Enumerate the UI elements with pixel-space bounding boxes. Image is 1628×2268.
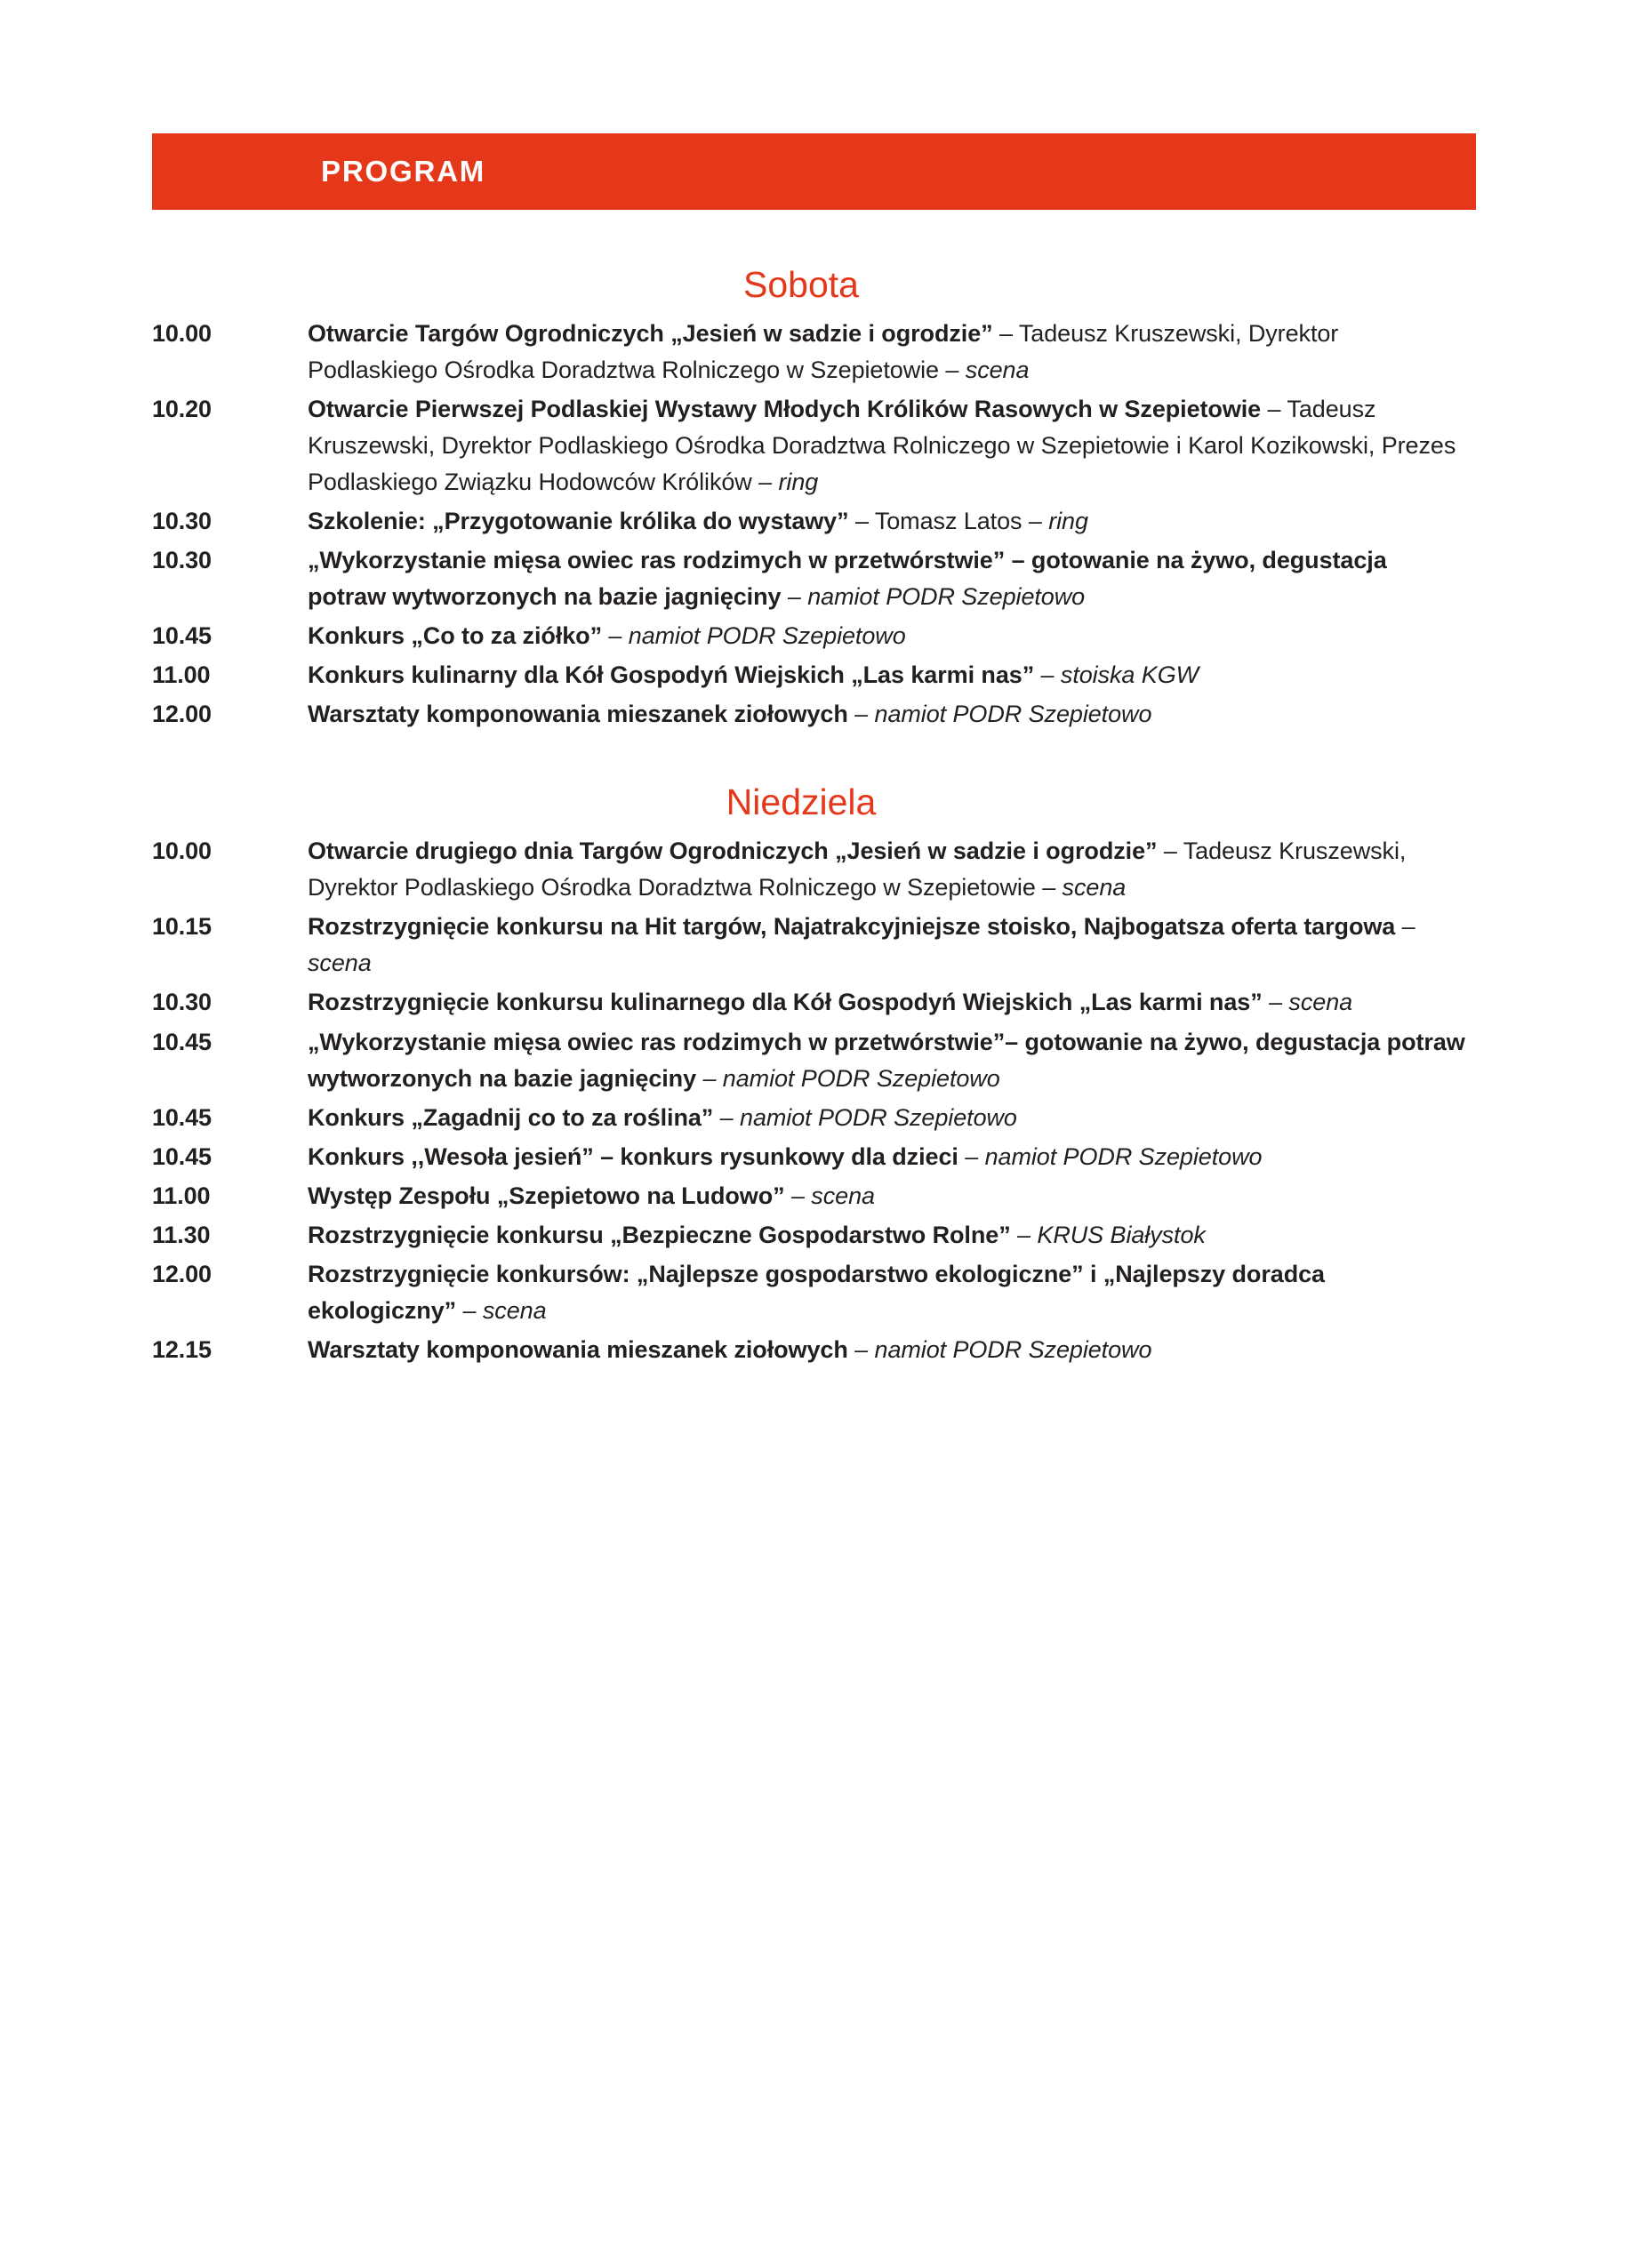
entry-text-segment: – scena (308, 913, 1415, 977)
entry-time: 11.00 (152, 1182, 211, 1209)
entry-text-segment: Rozstrzygnięcie konkursu kulinarnego dla Kół Gospodyń Wiejskich „Las karmi nas” (308, 989, 1270, 1016)
schedule-list (152, 833, 1486, 1367)
page-title: PROGRAM (321, 155, 486, 188)
entry-text-segment: Rozstrzygnięcie konkursów: „Najlepsze gospodarstwo ekologiczne” i „Najlepszy doradca ekologiczny” (308, 1260, 1325, 1324)
day-heading-2: Niedziela (726, 781, 877, 823)
entry-text-segment: – namiot PODR Szepietowo (854, 1335, 1152, 1363)
entry-text-segment: Konkurs „Co to za ziółko” (308, 622, 609, 650)
entry-text-segment: – Tadeusz Kruszewski, Dyrektor Podlaskiego Ośrodka Doradztwa Rolniczego w Szepietowie (308, 837, 1407, 902)
entry-time: 12.00 (152, 701, 212, 728)
entry-text-segment: „Wykorzystanie mięsa owiec ras rodzimych w przetwórstwie” – gotowanie na żywo, degustacja potraw wytworzonych na bazie jagnięciny (308, 547, 1387, 611)
entry-text-segment: – namiot PODR Szepietowo (965, 1142, 1263, 1170)
program-banner (152, 133, 1476, 210)
entry-text-segment: – namiot PODR Szepietowo (787, 583, 1086, 611)
entry-time: 10.00 (152, 837, 212, 865)
entry-text-segment: – scena (945, 357, 1030, 384)
entry-text-segment: – scena (1042, 874, 1127, 902)
entry-text-segment: – namiot PODR Szepietowo (702, 1064, 1000, 1092)
schedule-list (152, 316, 1486, 733)
entry-description (308, 1217, 1468, 1254)
schedule-row (152, 1332, 1486, 1368)
entry-time: 10.45 (152, 1103, 212, 1131)
schedule-row (152, 833, 1486, 906)
entry-time: 10.20 (152, 396, 212, 423)
schedule-row (152, 909, 1486, 982)
schedule-row (152, 1178, 1486, 1214)
entry-time: 11.30 (152, 1221, 211, 1248)
schedule-row (152, 1256, 1486, 1329)
entry-description (308, 1256, 1468, 1329)
entry-description (308, 1139, 1468, 1175)
entry-description (308, 657, 1468, 693)
schedule-row (152, 316, 1486, 389)
entry-text-segment: Rozstrzygnięcie konkursu na Hit targów, Najatrakcyjniejsze stoisko, Najbogatsza oferta targowa (308, 913, 1402, 941)
schedule-row (152, 1217, 1486, 1254)
schedule-row (152, 618, 1486, 654)
entry-description (308, 316, 1468, 389)
entry-description (308, 1024, 1468, 1097)
entry-time: 10.30 (152, 508, 212, 535)
entry-text-segment: Szkolenie: „Przygotowanie królika do wystawy” (308, 508, 855, 535)
entry-text-segment: Otwarcie Targów Ogrodniczych „Jesień w sadzie i ogrodzie” (308, 320, 999, 347)
entry-text-segment: – Tadeusz Kruszewski, Dyrektor Podlaskiego Ośrodka Doradztwa Rolniczego w Szepietowie i Karol Kozikowski, Prezes Podlaskiego Związku Hodowców Królików (308, 396, 1456, 496)
entry-description (308, 1100, 1468, 1136)
program-content (152, 264, 1486, 1371)
entry-text-segment: – scena (462, 1296, 547, 1324)
entry-text-segment: Rozstrzygnięcie konkursu „Bezpieczne Gospodarstwo Rolne” (308, 1221, 1018, 1248)
entry-description (308, 1178, 1468, 1214)
entry-text-segment: – namiot PODR Szepietowo (719, 1103, 1017, 1131)
entry-time: 10.00 (152, 320, 212, 347)
schedule-row (152, 1024, 1486, 1097)
entry-description (308, 833, 1468, 906)
entry-text-segment: – Tomasz Latos (854, 508, 1029, 535)
schedule-row (152, 542, 1486, 615)
schedule-row (152, 1139, 1486, 1175)
entry-text-segment: – ring (758, 469, 819, 496)
entry-text-segment: – stoiska KGW (1040, 661, 1199, 689)
entry-time: 10.45 (152, 622, 212, 650)
entry-description (308, 391, 1468, 501)
entry-text-segment: Warsztaty komponowania mieszanek ziołowych (308, 701, 855, 728)
entry-text-segment: Warsztaty komponowania mieszanek ziołowych (308, 1335, 855, 1363)
entry-description (308, 1332, 1468, 1368)
schedule-row (152, 984, 1486, 1021)
entry-text-segment: Otwarcie Pierwszej Podlaskiej Wystawy Młodych Królików Rasowych w Szepietowie (308, 396, 1268, 423)
entry-text-segment: – ring (1028, 508, 1088, 535)
schedule-row (152, 503, 1486, 540)
entry-description (308, 503, 1468, 540)
entry-time: 10.45 (152, 1142, 212, 1170)
entry-text-segment: – namiot PODR Szepietowo (608, 622, 906, 650)
schedule-row (152, 696, 1486, 733)
entry-description (308, 984, 1468, 1021)
entry-time: 12.15 (152, 1335, 212, 1363)
entry-time: 10.30 (152, 547, 212, 574)
entry-description (308, 909, 1468, 982)
entry-text-segment: – scena (1269, 989, 1353, 1016)
schedule-row (152, 657, 1486, 693)
entry-text-segment: Otwarcie drugiego dnia Targów Ogrodniczych „Jesień w sadzie i ogrodzie” (308, 837, 1164, 865)
schedule-row (152, 1100, 1486, 1136)
entry-time: 10.45 (152, 1028, 212, 1055)
entry-text-segment: Konkurs kulinarny dla Kół Gospodyń Wiejskich „Las karmi nas” (308, 661, 1041, 689)
entry-text-segment: – scena (790, 1182, 875, 1209)
schedule-row (152, 391, 1486, 501)
entry-time: 12.00 (152, 1260, 212, 1287)
entry-description (308, 542, 1468, 615)
entry-description (308, 618, 1468, 654)
entry-description (308, 696, 1468, 733)
entry-text-segment: Występ Zespołu „Szepietowo na Ludowo” (308, 1182, 791, 1209)
entry-text-segment: – namiot PODR Szepietowo (854, 701, 1152, 728)
entry-time: 11.00 (152, 661, 211, 689)
entry-time: 10.15 (152, 913, 212, 941)
entry-text-segment: „Wykorzystanie mięsa owiec ras rodzimych w przetwórstwie”– gotowanie na żywo, degustacja potraw wytworzonych na bazie jagnięciny (308, 1028, 1465, 1092)
entry-time: 10.30 (152, 989, 212, 1016)
entry-text-segment: Konkurs ,,Wesoła jesień” – konkurs rysunkowy dla dzieci (308, 1142, 966, 1170)
day-heading-1: Sobota (743, 264, 859, 305)
entry-text-segment: – Tadeusz Kruszewski, Dyrektor Podlaskiego Ośrodka Doradztwa Rolniczego w Szepietowie (308, 320, 1339, 384)
entry-text-segment: Konkurs „Zagadnij co to za roślina” (308, 1103, 720, 1131)
entry-text-segment: – KRUS Białystok (1017, 1221, 1206, 1248)
